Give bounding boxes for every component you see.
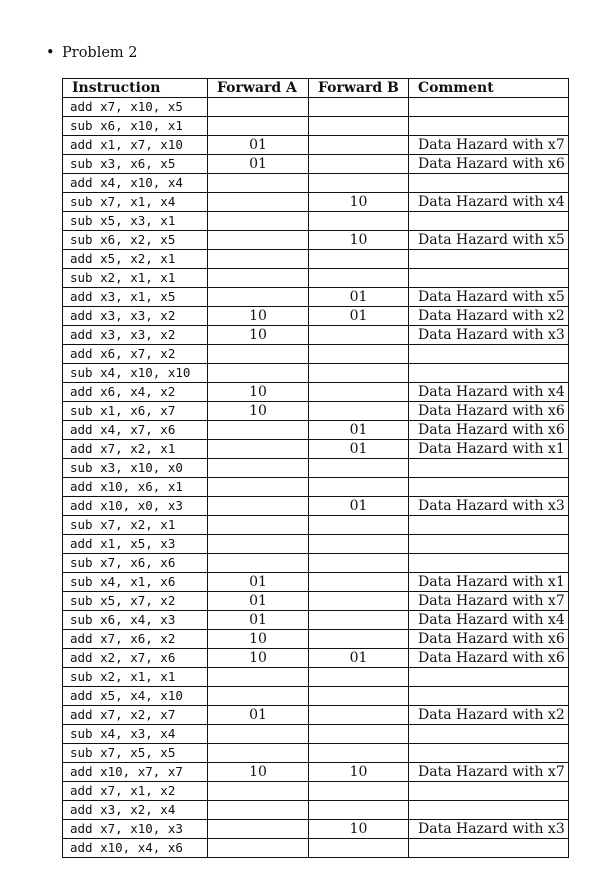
- instruction-cell: sub x7, x6, x6: [63, 554, 208, 573]
- instruction-cell: add x10, x7, x7: [63, 763, 208, 782]
- comment-cell: [409, 459, 569, 478]
- table-row: [63, 687, 569, 706]
- forward-a-cell: 10: [208, 402, 309, 421]
- comment-cell: Data Hazard with x1: [409, 440, 569, 459]
- forward-a-cell: [208, 193, 309, 212]
- forward-a-cell: 10: [208, 307, 309, 326]
- forward-a-cell: [208, 364, 309, 383]
- instruction-cell: add x4, x7, x6: [63, 421, 208, 440]
- instruction-cell: add x3, x3, x2: [63, 307, 208, 326]
- instruction-cell: sub x3, x6, x5: [63, 155, 208, 174]
- instruction-cell: sub x4, x10, x10: [63, 364, 208, 383]
- table-row: [63, 402, 569, 421]
- forward-a-cell: [208, 231, 309, 250]
- forward-b-cell: [309, 345, 409, 364]
- comment-cell: [409, 345, 569, 364]
- bullet-marker: •: [46, 45, 55, 61]
- forward-a-cell: [208, 516, 309, 535]
- forward-a-cell: [208, 535, 309, 554]
- comment-cell: [409, 250, 569, 269]
- forward-a-cell: 01: [208, 573, 309, 592]
- instruction-cell: add x7, x2, x7: [63, 706, 208, 725]
- forward-a-cell: [208, 801, 309, 820]
- forward-b-cell: [309, 98, 409, 117]
- header-comment: Comment: [409, 79, 569, 98]
- forward-b-cell: [309, 402, 409, 421]
- table-row: [63, 326, 569, 345]
- comment-cell: [409, 212, 569, 231]
- forward-b-cell: [309, 478, 409, 497]
- forward-b-cell: [309, 744, 409, 763]
- instruction-cell: sub x2, x1, x1: [63, 269, 208, 288]
- comment-cell: Data Hazard with x7: [409, 592, 569, 611]
- comment-cell: [409, 554, 569, 573]
- comment-cell: [409, 98, 569, 117]
- table-row: [63, 782, 569, 801]
- forward-b-cell: 01: [309, 307, 409, 326]
- forward-a-cell: [208, 421, 309, 440]
- forward-a-cell: [208, 839, 309, 858]
- comment-cell: [409, 687, 569, 706]
- table-row: [63, 231, 569, 250]
- table-row: [63, 478, 569, 497]
- forwarding-table: [62, 78, 569, 858]
- comment-cell: Data Hazard with x5: [409, 231, 569, 250]
- comment-cell: Data Hazard with x4: [409, 193, 569, 212]
- forward-b-cell: [309, 630, 409, 649]
- table-row: [63, 839, 569, 858]
- comment-cell: [409, 744, 569, 763]
- instruction-cell: add x3, x3, x2: [63, 326, 208, 345]
- forward-a-cell: [208, 554, 309, 573]
- forward-a-cell: [208, 440, 309, 459]
- heading-text: Problem 2: [62, 45, 138, 61]
- table-row: [63, 288, 569, 307]
- table-row: [63, 98, 569, 117]
- table-row: [63, 155, 569, 174]
- table-row: [63, 668, 569, 687]
- forward-b-cell: [309, 117, 409, 136]
- section-heading: [46, 44, 138, 62]
- instruction-cell: add x7, x10, x3: [63, 820, 208, 839]
- table-row: [63, 250, 569, 269]
- table-row: [63, 725, 569, 744]
- forward-a-cell: [208, 212, 309, 231]
- forward-b-cell: [309, 136, 409, 155]
- comment-cell: Data Hazard with x6: [409, 649, 569, 668]
- table-row: [63, 307, 569, 326]
- forward-b-cell: [309, 155, 409, 174]
- table-row: [63, 459, 569, 478]
- comment-cell: [409, 782, 569, 801]
- forward-a-cell: 10: [208, 649, 309, 668]
- table-row: [63, 706, 569, 725]
- instruction-cell: sub x7, x1, x4: [63, 193, 208, 212]
- forward-a-cell: [208, 345, 309, 364]
- instruction-cell: sub x3, x10, x0: [63, 459, 208, 478]
- forward-a-cell: [208, 744, 309, 763]
- comment-cell: [409, 801, 569, 820]
- forward-a-cell: [208, 687, 309, 706]
- table-row: [63, 801, 569, 820]
- header-forward-a: Forward A: [208, 79, 309, 98]
- forward-a-cell: [208, 668, 309, 687]
- instruction-cell: sub x7, x2, x1: [63, 516, 208, 535]
- forward-b-cell: 01: [309, 288, 409, 307]
- forward-b-cell: [309, 573, 409, 592]
- comment-cell: [409, 269, 569, 288]
- instruction-cell: add x7, x1, x2: [63, 782, 208, 801]
- table-row: [63, 630, 569, 649]
- comment-cell: Data Hazard with x6: [409, 155, 569, 174]
- instruction-cell: add x10, x4, x6: [63, 839, 208, 858]
- comment-cell: [409, 535, 569, 554]
- instruction-cell: add x1, x5, x3: [63, 535, 208, 554]
- comment-cell: [409, 516, 569, 535]
- instruction-cell: add x6, x4, x2: [63, 383, 208, 402]
- instruction-cell: sub x5, x7, x2: [63, 592, 208, 611]
- comment-cell: Data Hazard with x4: [409, 611, 569, 630]
- forward-b-cell: [309, 687, 409, 706]
- table-row: [63, 744, 569, 763]
- instruction-cell: sub x5, x3, x1: [63, 212, 208, 231]
- forward-a-cell: [208, 820, 309, 839]
- header-forward-b: Forward B: [309, 79, 409, 98]
- instruction-cell: add x2, x7, x6: [63, 649, 208, 668]
- comment-cell: [409, 174, 569, 193]
- table-row: [63, 364, 569, 383]
- instruction-cell: add x7, x10, x5: [63, 98, 208, 117]
- comment-cell: [409, 478, 569, 497]
- forward-b-cell: [309, 839, 409, 858]
- forward-b-cell: 01: [309, 440, 409, 459]
- comment-cell: [409, 117, 569, 136]
- forward-a-cell: [208, 98, 309, 117]
- instruction-cell: add x10, x6, x1: [63, 478, 208, 497]
- instruction-cell: add x7, x6, x2: [63, 630, 208, 649]
- table-row: [63, 269, 569, 288]
- instruction-cell: sub x2, x1, x1: [63, 668, 208, 687]
- forward-a-cell: 01: [208, 706, 309, 725]
- forward-b-cell: 10: [309, 231, 409, 250]
- instruction-cell: add x7, x2, x1: [63, 440, 208, 459]
- instruction-cell: add x4, x10, x4: [63, 174, 208, 193]
- table-row: [63, 649, 569, 668]
- forward-a-cell: 01: [208, 592, 309, 611]
- comment-cell: Data Hazard with x3: [409, 820, 569, 839]
- forward-a-cell: [208, 117, 309, 136]
- comment-cell: Data Hazard with x3: [409, 326, 569, 345]
- comment-cell: Data Hazard with x2: [409, 706, 569, 725]
- comment-cell: Data Hazard with x5: [409, 288, 569, 307]
- forward-a-cell: [208, 288, 309, 307]
- comment-cell: Data Hazard with x1: [409, 573, 569, 592]
- table-row: [63, 573, 569, 592]
- comment-cell: Data Hazard with x6: [409, 402, 569, 421]
- forward-b-cell: [309, 250, 409, 269]
- forward-b-cell: [309, 554, 409, 573]
- comment-cell: Data Hazard with x6: [409, 630, 569, 649]
- instruction-cell: add x3, x2, x4: [63, 801, 208, 820]
- forward-a-cell: 01: [208, 611, 309, 630]
- instruction-cell: sub x6, x10, x1: [63, 117, 208, 136]
- instruction-cell: sub x6, x4, x3: [63, 611, 208, 630]
- forward-b-cell: 01: [309, 497, 409, 516]
- table-row: [63, 516, 569, 535]
- forward-b-cell: [309, 706, 409, 725]
- comment-cell: Data Hazard with x6: [409, 421, 569, 440]
- instruction-cell: sub x6, x2, x5: [63, 231, 208, 250]
- table-row: [63, 117, 569, 136]
- forward-b-cell: 10: [309, 763, 409, 782]
- table-row: [63, 592, 569, 611]
- table-row: [63, 421, 569, 440]
- forward-a-cell: 01: [208, 155, 309, 174]
- instruction-cell: sub x7, x5, x5: [63, 744, 208, 763]
- table-body: [63, 98, 569, 858]
- table-row: [63, 820, 569, 839]
- instruction-cell: add x1, x7, x10: [63, 136, 208, 155]
- comment-cell: Data Hazard with x7: [409, 763, 569, 782]
- forward-b-cell: 01: [309, 649, 409, 668]
- forward-b-cell: [309, 782, 409, 801]
- table-row: [63, 763, 569, 782]
- forward-a-cell: [208, 497, 309, 516]
- forward-b-cell: 10: [309, 820, 409, 839]
- instruction-cell: add x3, x1, x5: [63, 288, 208, 307]
- comment-cell: Data Hazard with x4: [409, 383, 569, 402]
- instruction-cell: sub x4, x1, x6: [63, 573, 208, 592]
- forward-a-cell: [208, 269, 309, 288]
- instruction-cell: add x5, x4, x10: [63, 687, 208, 706]
- instruction-cell: add x10, x0, x3: [63, 497, 208, 516]
- comment-cell: [409, 364, 569, 383]
- forward-b-cell: [309, 725, 409, 744]
- forward-b-cell: [309, 212, 409, 231]
- forward-b-cell: [309, 383, 409, 402]
- table-row: [63, 193, 569, 212]
- forward-a-cell: [208, 459, 309, 478]
- forward-b-cell: [309, 174, 409, 193]
- forward-b-cell: 10: [309, 193, 409, 212]
- forward-a-cell: 10: [208, 326, 309, 345]
- forward-b-cell: [309, 364, 409, 383]
- table-row: [63, 345, 569, 364]
- forward-a-cell: [208, 478, 309, 497]
- table-row: [63, 212, 569, 231]
- table-row: [63, 383, 569, 402]
- table-row: [63, 611, 569, 630]
- header-instruction: Instruction: [63, 79, 208, 98]
- forward-a-cell: 01: [208, 136, 309, 155]
- forward-a-cell: 10: [208, 383, 309, 402]
- instruction-cell: sub x4, x3, x4: [63, 725, 208, 744]
- header-row: [63, 79, 569, 98]
- forward-a-cell: [208, 250, 309, 269]
- forward-b-cell: [309, 668, 409, 687]
- instruction-cell: add x6, x7, x2: [63, 345, 208, 364]
- comment-cell: [409, 725, 569, 744]
- forward-b-cell: [309, 269, 409, 288]
- forward-b-cell: [309, 326, 409, 345]
- table-row: [63, 535, 569, 554]
- table-row: [63, 497, 569, 516]
- comment-cell: [409, 668, 569, 687]
- instruction-cell: sub x1, x6, x7: [63, 402, 208, 421]
- comment-cell: Data Hazard with x2: [409, 307, 569, 326]
- table-row: [63, 440, 569, 459]
- forward-a-cell: [208, 782, 309, 801]
- forward-a-cell: 10: [208, 763, 309, 782]
- forward-a-cell: 10: [208, 630, 309, 649]
- forward-b-cell: [309, 516, 409, 535]
- table-row: [63, 174, 569, 193]
- forward-b-cell: [309, 535, 409, 554]
- forward-b-cell: [309, 611, 409, 630]
- comment-cell: Data Hazard with x7: [409, 136, 569, 155]
- forward-b-cell: [309, 459, 409, 478]
- forward-b-cell: [309, 801, 409, 820]
- comment-cell: [409, 839, 569, 858]
- forward-b-cell: [309, 592, 409, 611]
- forward-a-cell: [208, 725, 309, 744]
- forward-b-cell: 01: [309, 421, 409, 440]
- comment-cell: Data Hazard with x3: [409, 497, 569, 516]
- forward-a-cell: [208, 174, 309, 193]
- instruction-cell: add x5, x2, x1: [63, 250, 208, 269]
- table-row: [63, 554, 569, 573]
- table-row: [63, 136, 569, 155]
